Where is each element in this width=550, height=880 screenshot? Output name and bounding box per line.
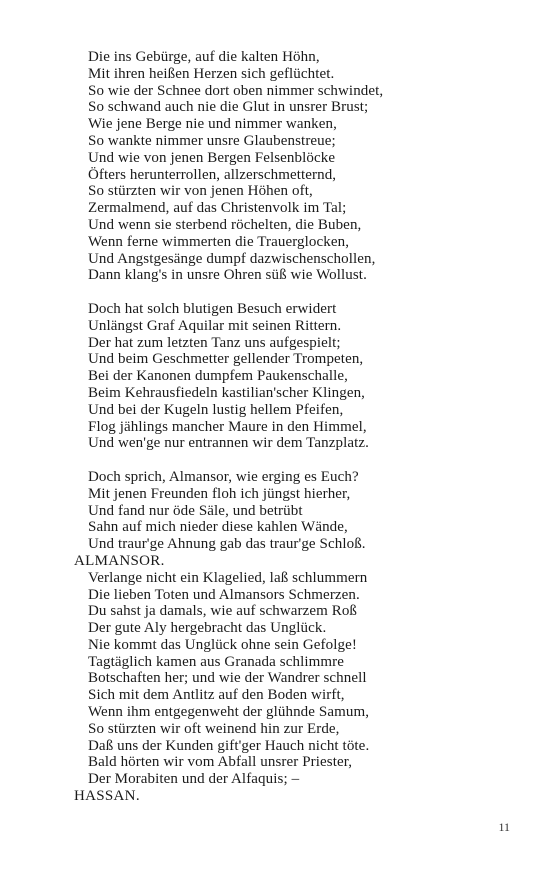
verse-line: Die lieben Toten und Almansors Schmerzen.	[88, 586, 360, 603]
stanza-1	[74, 49, 514, 284]
verse-line: Dann klang's in unsre Ohren süß wie Wollust.	[88, 267, 367, 284]
verse-text	[74, 49, 514, 805]
almansor-speech	[74, 553, 514, 805]
verse-line: So schwand auch nie die Glut in unsrer Brust;	[88, 99, 369, 116]
page-number: 11	[498, 820, 510, 834]
verse-line: Zermalmend, auf das Christenvolk im Tal;	[88, 200, 347, 217]
stanza-3	[74, 469, 514, 553]
verse-line: So stürzten wir oft weinend hin zur Erde,	[88, 720, 340, 737]
speaker-name: ALMANSOR.	[74, 552, 165, 569]
verse-line: So wankte nimmer unsre Glaubenstreue;	[88, 132, 336, 149]
verse-line: Nie kommt das Unglück ohne sein Gefolge!	[88, 636, 357, 653]
verse-line: Doch hat solch blutigen Besuch erwidert	[88, 300, 337, 317]
verse-line: Und wen'ge nur entrannen wir dem Tanzplatz.	[88, 435, 369, 452]
verse-line: Beim Kehrausfiedeln kastilian'scher Klingen,	[88, 384, 366, 401]
verse-line: Tagtäglich kamen aus Granada schlimmre	[88, 653, 344, 670]
verse-line: Wie jene Berge nie und nimmer wanken,	[88, 116, 337, 133]
verse-line: Und beim Geschmetter gellender Trompeten,	[88, 351, 364, 368]
verse-line: So wie der Schnee dort oben nimmer schwindet,	[88, 82, 384, 99]
verse-line: So stürzten wir von jenen Höhen oft,	[88, 183, 313, 200]
speaker-name: HASSAN.	[74, 788, 140, 805]
verse-line: Und Angstgesänge dumpf dazwischenschollen,	[88, 250, 376, 267]
verse-line: Bei der Kanonen dumpfem Paukenschalle,	[88, 368, 348, 385]
verse-line: Und wie von jenen Bergen Felsenblöcke	[88, 149, 336, 166]
stanza-gap	[74, 452, 514, 469]
verse-line: Der hat zum letzten Tanz uns aufgespielt;	[88, 334, 341, 351]
verse-line: Unlängst Graf Aquilar mit seinen Rittern.	[88, 317, 342, 334]
verse-line: Öfters herunterrollen, allzerschmetternd,	[88, 166, 337, 183]
verse-line: Daß uns der Kunden gift'ger Hauch nicht töte.	[88, 737, 370, 754]
verse-line: Der gute Aly hergebracht das Unglück.	[88, 620, 327, 637]
verse-line: Mit jenen Freunden floh ich jüngst hierher,	[88, 485, 351, 502]
verse-line: Flog jählings mancher Maure in den Himmel,	[88, 418, 367, 435]
verse-line: Sahn auf mich nieder diese kahlen Wände,	[88, 519, 348, 536]
verse-line: Wenn ihm entgegenweht der glühnde Samum,	[88, 704, 370, 721]
stanza-2	[74, 301, 514, 452]
verse-line: Doch sprich, Almansor, wie erging es Euch?	[88, 468, 359, 485]
verse-line: Botschaften her; und wie der Wandrer schnell	[88, 670, 367, 687]
verse-line: Sich mit dem Antlitz auf den Boden wirft,	[88, 687, 345, 704]
verse-line: Bald hörten wir vom Abfall unsrer Priester,	[88, 754, 353, 771]
verse-line: Wenn ferne wimmerten die Trauerglocken,	[88, 233, 350, 250]
verse-line: Der Morabiten und der Alfaquis; –	[88, 771, 300, 788]
verse-line: Und fand nur öde Säle, und betrübt	[88, 502, 303, 519]
verse-line: Die ins Gebürge, auf die kalten Höhn,	[88, 49, 320, 65]
verse-line: Du sahst ja damals, wie auf schwarzem Roß	[88, 603, 358, 620]
verse-line: Und traur'ge Ahnung gab das traur'ge Schloß.	[88, 536, 366, 553]
verse-line: Verlange nicht ein Klagelied, laß schlummern	[88, 569, 368, 586]
verse-line: Und wenn sie sterbend röchelten, die Buben,	[88, 216, 362, 233]
verse-line: Und bei der Kugeln lustig hellem Pfeifen,	[88, 401, 344, 418]
verse-line: Mit ihren heißen Herzen sich geflüchtet.	[88, 65, 335, 82]
stanza-gap	[74, 284, 514, 301]
